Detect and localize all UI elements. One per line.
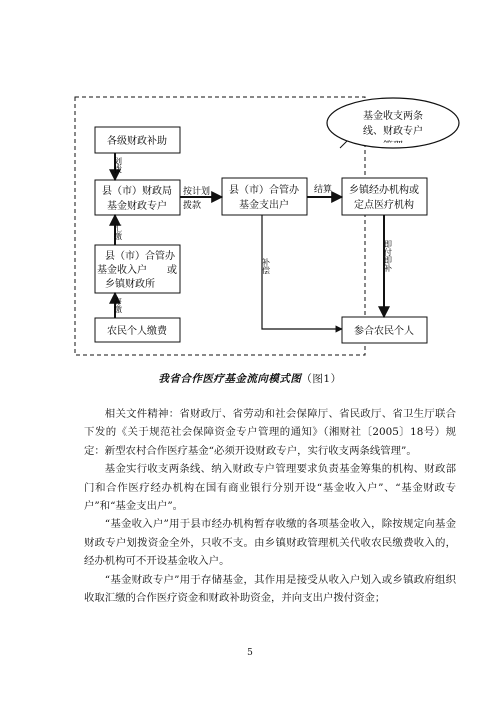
- arrow-expense-to-farmer: [262, 215, 342, 329]
- edge-label-compensate: 补偿: [261, 258, 271, 274]
- node-county-income-label-3: 乡镇财政所: [105, 279, 155, 290]
- edge-label-remit: 汇缴: [113, 224, 123, 240]
- figure-caption: [0, 371, 500, 386]
- node-county-income-label-2: 基金收入户 或: [97, 265, 177, 276]
- page-number: 5: [247, 648, 253, 658]
- node-county-expense-account: [222, 178, 307, 215]
- figure-caption-number: （图1）: [301, 373, 342, 385]
- node-county-finance-label-1: 县（市）财政局: [102, 186, 172, 197]
- node-township-label-2: 定点医疗机构: [354, 200, 414, 211]
- node-insured-farmer: [342, 317, 427, 343]
- edge-label-scheduled-2: 拨款: [183, 201, 202, 211]
- paragraph: “基金财政专户”用于存储基金，其作用是接受从收入户划入或乡镇政府组织收取汇缴的合作医疗资金和财政补助资金，并向支出户拨付资金；: [84, 573, 456, 605]
- body-text: [84, 405, 456, 607]
- edge-label-settle: 结算: [314, 185, 333, 195]
- edge-label-advance-payment: 即付即补: [383, 240, 393, 272]
- edge-label-scheduled-1: 按计划: [183, 187, 211, 197]
- node-township-institution: [342, 178, 427, 215]
- node-township-label-1: 乡镇经办机构或: [349, 185, 419, 196]
- callout-bubble: [327, 98, 459, 152]
- edge-label-allocate: 划拨: [113, 157, 123, 173]
- node-county-finance-label-2: 基金财政专户: [107, 201, 167, 212]
- node-county-finance-account: [95, 180, 180, 215]
- edge-label-deposit: 存缴: [113, 297, 123, 313]
- node-fiscal-subsidy-label: 各级财政补助: [107, 136, 167, 147]
- paragraph: 相关文件精神：省财政厅、省劳动和社会保障厅、省民政厅、省卫生厅联合下发的《关于规范社会保障资金专户管理的通知》（湘财社〔2005〕18号）规定：新型农村合作医疗基金“必须开设财政专户，实行收支两条线管理”。: [84, 408, 456, 457]
- paragraph: 基金实行收支两条线、纳入财政专户管理要求负责基金筹集的机构、财政部门和合作医疗经办机构在国有商业银行分别开设“基金收入户”、“基金财政专户”和“基金支出户”。: [84, 463, 456, 513]
- node-insured-farmer-label: 参合农民个人: [354, 326, 414, 337]
- paragraph: “基金收入户”用于县市经办机构暂存收缴的各项基金收入，除按规定向基金财政专户划拨资金全外，只收不支。由乡镇财政管理机关代收农民缴费收入的，经办机构可不开设基金收入户。: [84, 518, 456, 568]
- node-farmer-contribution-label: 农民个人缴费: [107, 326, 167, 337]
- node-county-income-label-1: 县（市）合管办: [105, 251, 175, 262]
- callout-line-2: 线、财政专户: [363, 126, 423, 137]
- node-county-expense-label-2: 基金支出户: [239, 200, 289, 211]
- node-farmer-contribution: [95, 318, 180, 342]
- figure-caption-title: 我省合作医疗基金流向模式图: [158, 373, 302, 385]
- callout-line-1: 基金收支两条: [363, 111, 423, 122]
- node-county-income-account: [95, 245, 180, 293]
- node-fiscal-subsidy: [95, 127, 180, 153]
- node-county-expense-label-1: 县（市）合管办: [229, 185, 299, 196]
